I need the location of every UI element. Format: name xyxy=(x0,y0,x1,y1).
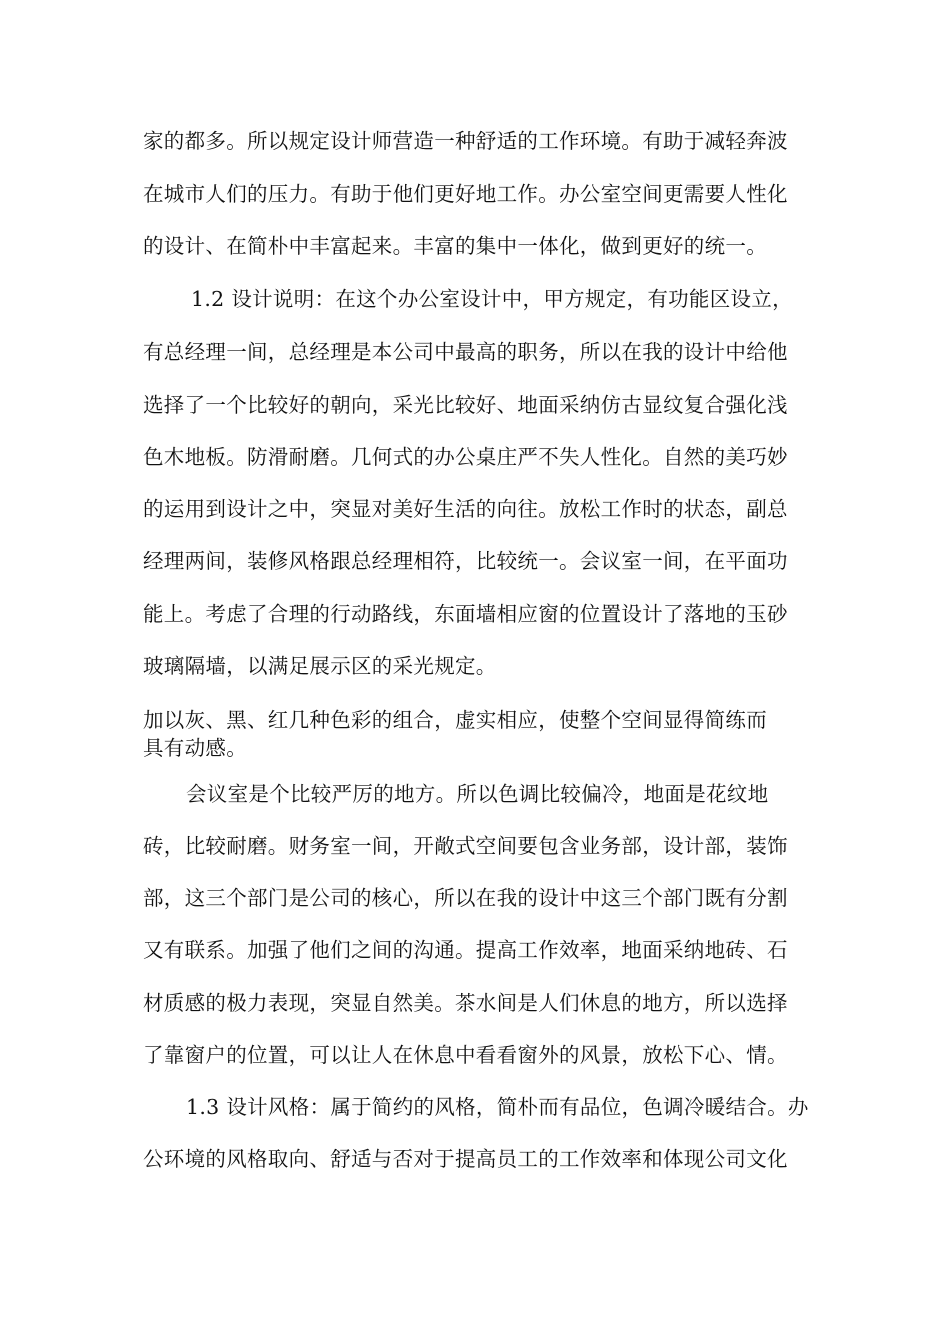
paragraph-line: 选择了一个比较好的朝向，采光比较好、地面采纳仿古显纹复合强化浅 xyxy=(143,393,788,417)
paragraph-line: 会议室是个比较严厉的地方。所以色调比较偏冷，地面是花纹地 xyxy=(186,782,769,806)
section-heading-1-2: 1.2 设计说明：在这个办公室设计中，甲方规定，有功能区设立， xyxy=(191,287,793,311)
paragraph-line: 玻璃隔墙，以满足展示区的采光规定。 xyxy=(143,654,497,678)
paragraph-line: 色木地板。防滑耐磨。几何式的办公桌庄严不失人性化。自然的美巧妙 xyxy=(143,445,788,469)
section-heading-1-3: 1.3 设计风格：属于简约的风格，简朴而有品位，色调冷暖结合。办 xyxy=(186,1095,809,1119)
paragraph-line: 在城市人们的压力。有助于他们更好地工作。办公室空间更需要人性化 xyxy=(143,182,788,206)
paragraph-line: 的设计、在简朴中丰富起来。丰富的集中一体化，做到更好的统一。 xyxy=(143,234,767,258)
paragraph-line: 有总经理一间，总经理是本公司中最高的职务，所以在我的设计中给他 xyxy=(143,340,788,364)
paragraph-line: 又有联系。加强了他们之间的沟通。提高工作效率，地面采纳地砖、石 xyxy=(143,938,788,962)
paragraph-line: 家的都多。所以规定设计师营造一种舒适的工作环境。有助于减轻奔波 xyxy=(143,129,788,153)
paragraph-line: 材质感的极力表现，突显自然美。茶水间是人们休息的地方，所以选择 xyxy=(143,991,788,1015)
paragraph-line: 了靠窗户的位置，可以让人在休息中看看窗外的风景，放松下心、情。 xyxy=(143,1043,788,1067)
paragraph-line: 公环境的风格取向、舒适与否对于提高员工的工作效率和体现公司文化 xyxy=(143,1147,788,1171)
paragraph-line: 经理两间，装修风格跟总经理相符，比较统一。会议室一间，在平面功 xyxy=(143,549,788,573)
paragraph-line: 部，这三个部门是公司的核心，所以在我的设计中这三个部门既有分割 xyxy=(143,886,788,910)
paragraph-line: 能上。考虑了合理的行动路线，东面墙相应窗的位置设计了落地的玉砂 xyxy=(143,602,788,626)
paragraph-line: 具有动感。 xyxy=(143,736,247,760)
paragraph-line: 砖，比较耐磨。财务室一间，开敞式空间要包含业务部，设计部，装饰 xyxy=(143,834,788,858)
paragraph-line: 的运用到设计之中，突显对美好生活的向往。放松工作时的状态，副总 xyxy=(143,497,788,521)
paragraph-line: 加以灰、黑、红几种色彩的组合，虚实相应，使整个空间显得简练而 xyxy=(143,708,767,732)
